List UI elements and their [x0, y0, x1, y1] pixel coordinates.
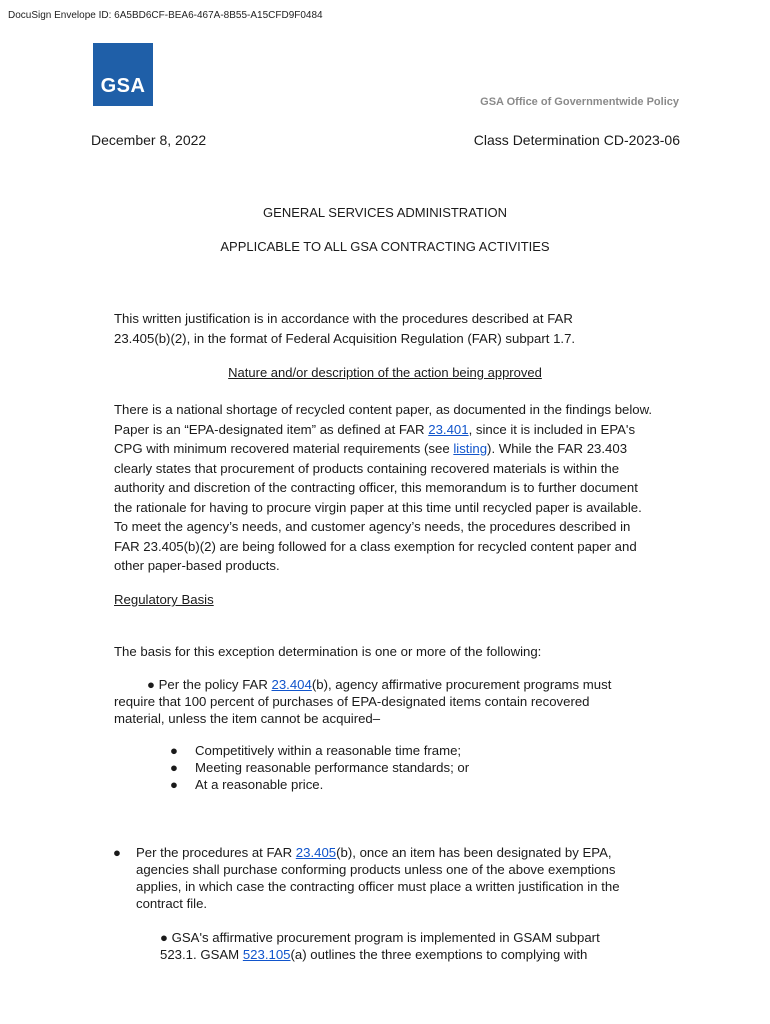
cpg-listing-link[interactable]: listing [453, 441, 488, 456]
regulatory-basis-heading: Regulatory Basis [114, 592, 214, 607]
intro-paragraph: This written justification is in accordance with the procedures described at FAR 23.405(b)(2), in the format of Federal Acquisition Regulation (FAR) subpart 1.7. [114, 311, 576, 346]
list-item: ● Competitively within a reasonable time frame; [170, 743, 462, 758]
procedures-bullet: ● [113, 845, 121, 860]
nature-heading: Nature and/or description of the action being approved [228, 365, 542, 380]
far-23-404-link[interactable]: 23.404 [271, 677, 312, 692]
office-name: GSA Office of Governmentwide Policy [480, 96, 679, 108]
gsam-523-105-link[interactable]: 523.105 [242, 947, 291, 962]
nature-paragraph: There is a national shortage of recycled content paper, as documented in the findings below. Paper is an “EPA-designated item” as defined at FAR 23.401, since it is included in EPA's CPG with minimum recovered material requirements (see listing). While the FAR 23.403 clearly states that procurement of products containing recovered materials is within the authority and discretion of the contracting officer, this memorandum is to further document the rationale for having to procure virgin paper at this time until recycled paper is available. To meet the agency’s needs, and customer agency’s needs, the procedures described in FAR 23.405(b)(2) are being followed for a class exemption for recycled content paper and other paper-based products. [114, 402, 653, 573]
applicability-heading: APPLICABLE TO ALL GSA CONTRACTING ACTIVITIES [220, 239, 550, 254]
procedures-paragraph: Per the procedures at FAR 23.405(b), once an item has been designated by EPA, agencies shall purchase conforming products unless one of the above exemptions applies, in which case the contracting officer must place a written justification in the contract file. [136, 845, 620, 911]
agency-heading: GENERAL SERVICES ADMINISTRATION [263, 205, 507, 220]
gsa-logo-text: GSA [100, 75, 146, 97]
envelope-id: DocuSign Envelope ID: 6A5BD6CF-BEA6-467A-8B55-A15CFD9F0484 [8, 10, 323, 21]
far-23-405-link[interactable]: 23.405 [295, 845, 337, 860]
basis-intro: The basis for this exception determination is one or more of the following: [114, 644, 542, 659]
exemption-list [170, 742, 670, 793]
gsa-logo [93, 43, 153, 106]
class-determination-number: Class Determination CD-2023-06 [473, 132, 680, 148]
far-23-401-link[interactable]: 23.401 [428, 421, 469, 437]
document-date: December 8, 2022 [91, 132, 207, 148]
list-item: ● At a reasonable price. [170, 777, 324, 792]
policy-paragraph: ● Per the policy FAR 23.404(b), agency affirmative procurement programs must require that 100 percent of purchases of EPA-designated items contain recovered material, unless the item cannot be acquired– [114, 677, 612, 726]
list-item: ● Meeting reasonable performance standards; or [170, 760, 470, 775]
gsam-paragraph: ● GSA's affirmative procurement program is implemented in GSAM subpart 523.1. GSAM 523.105(a) outlines the three exemptions to complying with [160, 930, 600, 962]
